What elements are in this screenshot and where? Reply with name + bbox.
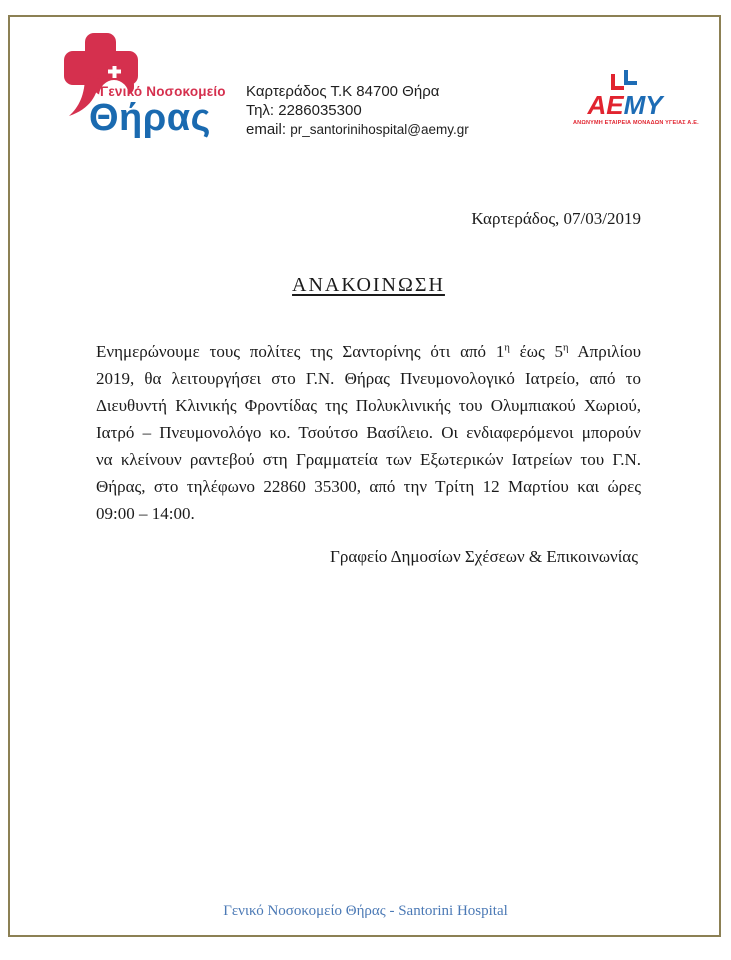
- letter-body: [96, 338, 641, 527]
- page-footer: Γενικό Νοσοκομείο Θήρας - Santorini Hospital: [223, 903, 508, 919]
- body-line: 09:00 – 14:00.: [96, 504, 195, 523]
- hospital-name-line1: Γενικό Νοσοκομείο: [100, 84, 226, 99]
- letter-signature: Γραφείο Δημοσίων Σχέσεων & Επικοινωνίας: [330, 547, 638, 566]
- contact-email-line: [246, 120, 546, 139]
- letter-dateline: Καρτεράδος, 07/03/2019: [471, 209, 641, 228]
- body-line: Θήρας, στο τηλέφωνο 22860 35300, από την Τρίτη 12 Μαρτίου και ώρες: [96, 477, 641, 496]
- letter-title-text: ΑΝΑΚΟΙΝΩΣΗ: [292, 274, 445, 296]
- body-line: Ιατρό – Πνευμονολόγο κο. Τσούτσο Βασίλειο. Οι ενδιαφερόμενοι μπορούν: [96, 423, 641, 442]
- letter-title: [96, 274, 641, 297]
- contact-phone: Τηλ: 2286035300: [246, 102, 362, 119]
- body-line: 2019, θα λειτουργήσει στο Γ.Ν. Θήρας Πνευμονολογικό Ιατρείο, από το: [96, 369, 641, 388]
- contact-email-address: pr_santorinihospital@aemy.gr: [290, 122, 469, 137]
- aemy-wordmark-blue: ΜΥ: [623, 90, 663, 120]
- aemy-tagline: ΑΝΩΝΥΜΗ ΕΤΑΙΡΕΙΑ ΜΟΝΑΔΩΝ ΥΓΕΙΑΣ Α.Ε.: [573, 120, 699, 126]
- body-line: Ενημερώνουμε τους πολίτες της Σαντορίνης ότι από $1^\eta$ έως $5^\eta$ Απριλίου: [96, 342, 642, 361]
- contact-block: [246, 82, 546, 139]
- contact-email-label: email:: [246, 121, 287, 138]
- aemy-logo: [573, 70, 699, 126]
- aemy-wordmark-red: ΑΕ: [587, 90, 624, 120]
- aemy-wordmark: [573, 92, 677, 118]
- hospital-name-line2: Θήρας: [89, 97, 211, 139]
- aemy-mark-icon: [607, 70, 643, 92]
- body-line: να κλείνουν ραντεβού στη Γραμματεία των Εξωτερικών Ιατρείων του Γ.Ν.: [96, 450, 641, 469]
- body-line: Διευθυντή Κλινικής Φροντίδας της Πολυκλινικής του Ολυμπιακού Χωριού,: [96, 396, 641, 415]
- contact-address: Καρτεράδος Τ.Κ 84700 Θήρα: [246, 83, 440, 100]
